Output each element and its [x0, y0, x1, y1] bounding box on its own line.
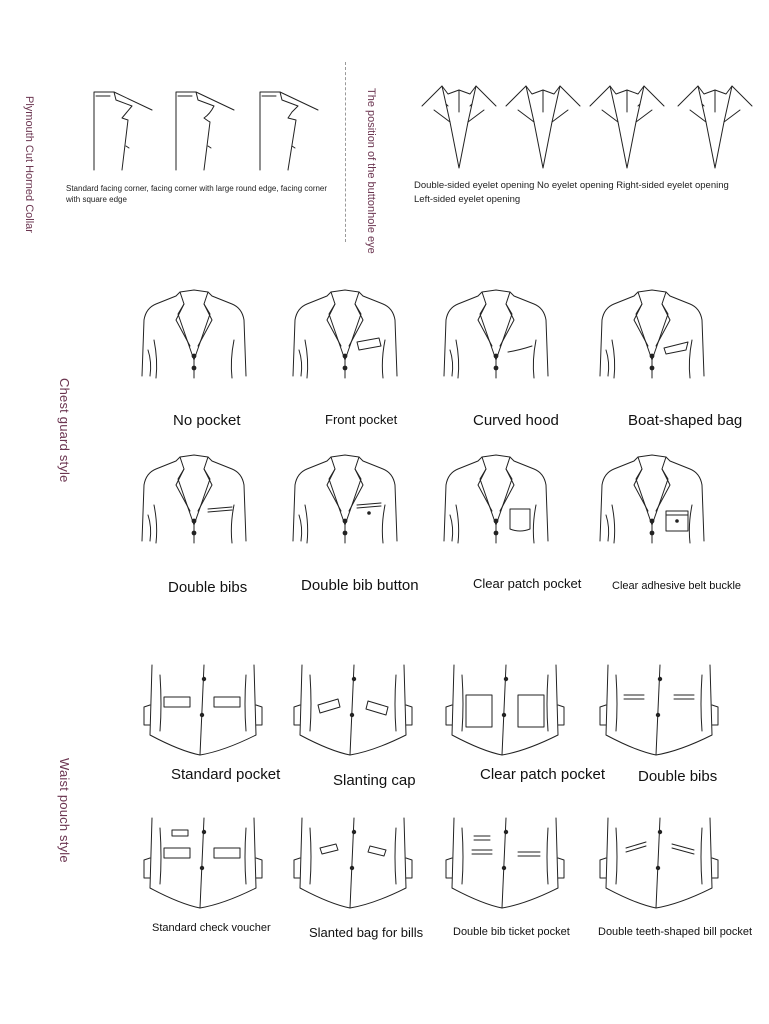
- chest-caption-3: Curved hood: [473, 412, 559, 429]
- waist-caption-2: Slanting cap: [333, 772, 416, 789]
- waist-caption-3: Clear patch pocket: [480, 766, 606, 783]
- chest-caption-4: Boat-shaped bag: [628, 412, 743, 429]
- collar-section-label: Plymouth Cut Horned Collar: [23, 96, 35, 233]
- chest-caption-2: Front pocket: [325, 412, 398, 427]
- waist-section-label: Waist pouch style: [57, 758, 72, 863]
- chest-section-label: Chest guard style: [57, 378, 72, 483]
- waist-sketch-check: [144, 818, 262, 908]
- waist-caption-1: Standard pocket: [171, 766, 281, 783]
- chest-caption-7: Clear patch pocket: [473, 576, 582, 591]
- chest-caption-1: No pocket: [173, 412, 241, 429]
- waist-sketch-double: [600, 665, 718, 755]
- waist-sketch-patch: [446, 665, 564, 755]
- collar-caption: Standard facing corner, facing corner with large round edge, facing corner with square edge: [66, 184, 328, 204]
- waist-caption-4: Double bibs: [638, 768, 718, 785]
- buttonhole-caption-line-2: Left-sided eyelet opening: [414, 194, 521, 205]
- buttonhole-caption-line-1: Double-sided eyelet opening No eyelet opening Right-sided eyelet opening: [414, 180, 729, 191]
- waist-sketch-slanting: [294, 665, 412, 755]
- chest-caption-5: Double bibs: [168, 579, 248, 596]
- chest-caption-6: Double bib button: [301, 577, 419, 594]
- waist-sketch-double-ticket: [446, 818, 564, 908]
- waist-caption-7: Double bib ticket pocket: [453, 926, 570, 938]
- waist-caption-5: Standard check voucher: [152, 922, 271, 934]
- waist-caption-6: Slanted bag for bills: [309, 925, 424, 940]
- waist-sketch-standard: [144, 665, 262, 755]
- buttonhole-section-label: The position of the buttonhole eye: [365, 88, 377, 254]
- waist-sketch-slanted-bills: [294, 818, 412, 908]
- chest-caption-8: Clear adhesive belt buckle: [612, 580, 742, 592]
- waist-sketch-teeth-bill: [600, 818, 718, 908]
- waist-caption-8: Double teeth-shaped bill pocket: [598, 926, 753, 938]
